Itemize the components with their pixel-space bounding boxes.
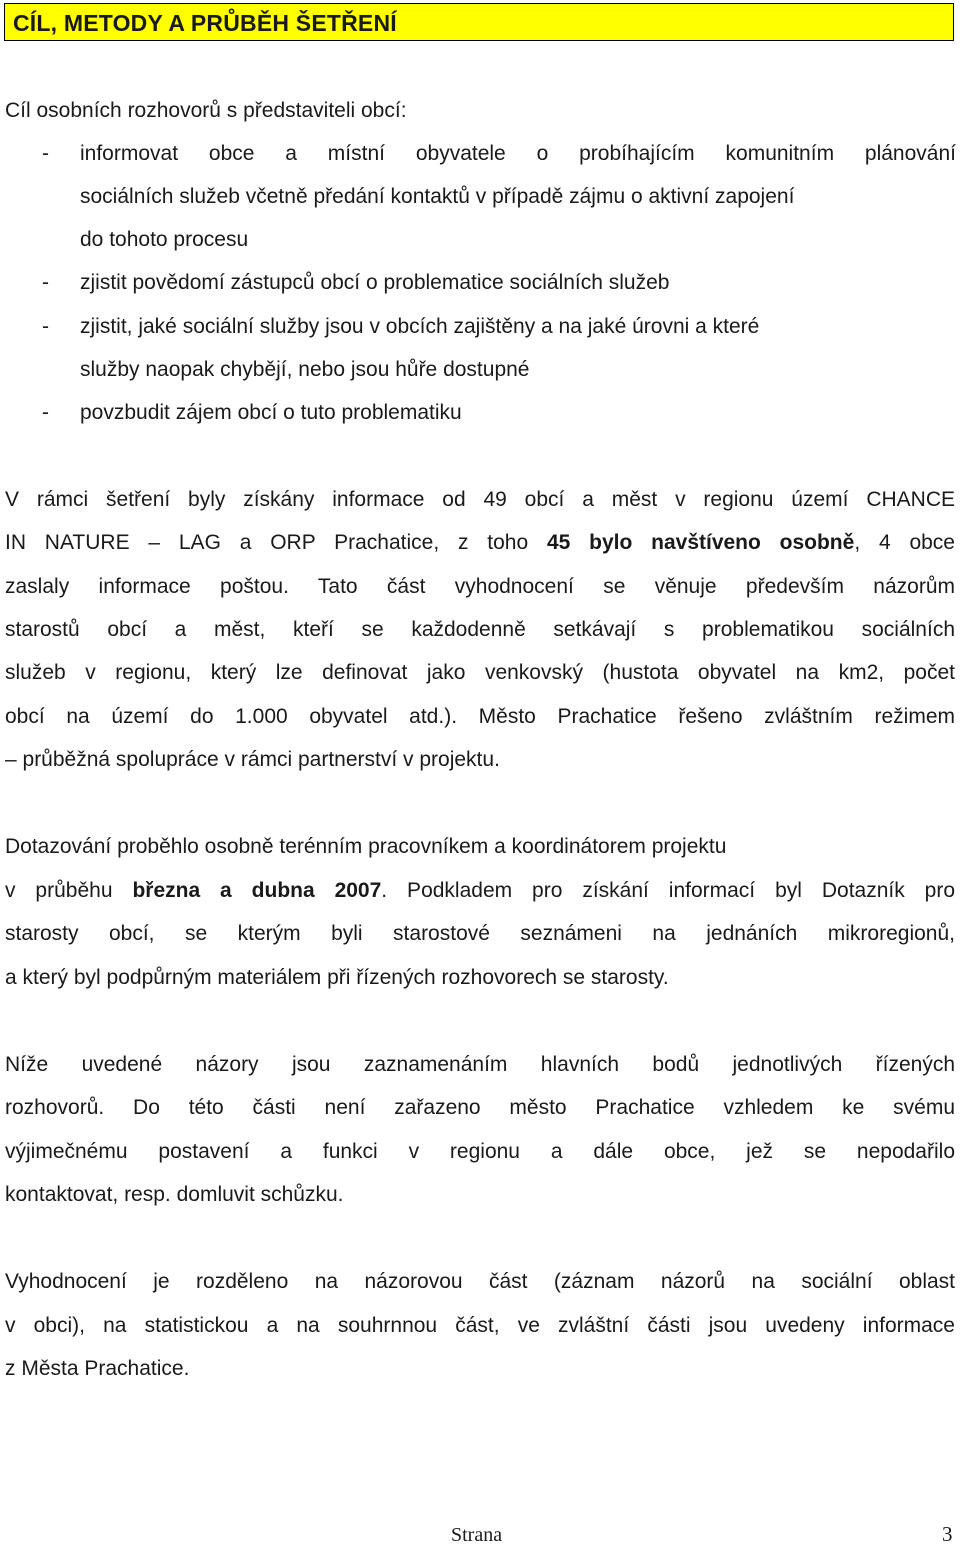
p2-line-3: starosty obcí, se kterým byli starostové seznámeni na jednáních mikroregionů, — [5, 922, 955, 945]
intro-text: Cíl osobních rozhovorů s představiteli obcí: — [5, 99, 407, 122]
footer-page-number: 3 — [942, 1522, 953, 1546]
bullet-3-line-2: služby naopak chybějí, nebo jsou hůře dostupné — [80, 358, 530, 381]
p1-line-7: – průběžná spolupráce v rámci partnerství v projektu. — [5, 748, 500, 771]
bullet-1-line-2: sociálních služeb včetně předání kontaktů v případě zájmu o aktivní zapojení — [80, 185, 795, 208]
p4-line-3: z Města Prachatice. — [5, 1357, 190, 1380]
bullet-2-line-1: zjistit povědomí zástupců obcí o problematice sociálních služeb — [80, 271, 670, 294]
section-heading-box — [4, 3, 954, 41]
p1-line-5: služeb v regionu, který lze definovat jako venkovský (hustota obyvatel na km2, počet — [5, 661, 955, 684]
p4-line-1: Vyhodnocení je rozděleno na názorovou část (záznam názorů na sociální oblast — [5, 1270, 955, 1293]
p2-line-2 — [5, 879, 955, 903]
p1-line-2 — [5, 531, 955, 555]
p2-line-2-text-c: . Podkladem pro získání informací byl Dotazník pro — [381, 879, 955, 902]
p3-line-3: výjimečnému postavení a funkci v regionu a dále obce, jež se nepodařilo — [5, 1140, 955, 1163]
bullet-dash: - — [42, 315, 49, 338]
footer-page-label: Strana — [451, 1524, 503, 1546]
p2-line-1: Dotazování proběhlo osobně terénním pracovníkem a koordinátorem projektu — [5, 835, 727, 858]
bullet-3-line-1: zjistit, jaké sociální služby jsou v obcích zajištěny a na jaké úrovni a které — [80, 315, 760, 338]
p3-line-2: rozhovorů. Do této části není zařazeno město Prachatice vzhledem ke svému — [5, 1096, 955, 1119]
p2-line-2-bold: března a dubna 2007 — [132, 879, 382, 902]
p3-line-4: kontaktovat, resp. domluvit schůzku. — [5, 1183, 344, 1206]
p2-line-2-text-a: v průběhu — [5, 879, 133, 902]
p2-line-4: a který byl podpůrným materiálem při řízených rozhovorech se starosty. — [5, 966, 669, 989]
bullet-1-line-3: do tohoto procesu — [80, 228, 249, 251]
bullet-1-line-1 — [80, 142, 956, 166]
bullet-dash: - — [42, 271, 49, 294]
bullet-1-line-1-text: informovat obce a místní obyvatele o probíhajícím komunitním plánování — [80, 142, 956, 165]
p1-line-4: starostů obcí a měst, kteří se každodenně setkávají s problematikou sociálních — [5, 618, 955, 641]
bullet-dash: - — [42, 401, 49, 424]
p1-line-2-text-c: , 4 obce — [854, 531, 955, 554]
p1-line-3: zaslaly informace poštou. Tato část vyhodnocení se věnuje především názorům — [5, 575, 955, 598]
section-heading: CÍL, METODY A PRŮBĚH ŠETŘENÍ — [13, 10, 397, 36]
p3-line-1: Níže uvedené názory jsou zaznamenáním hlavních bodů jednotlivých řízených — [5, 1053, 955, 1076]
p4-line-2: v obci), na statistickou a na souhrnnou část, ve zvláštní části jsou uvedeny informace — [5, 1314, 955, 1337]
p1-line-2-bold: 45 bylo navštíveno osobně — [546, 531, 855, 554]
p1-line-2-text-a: IN NATURE – LAG a ORP Prachatice, z toho — [5, 531, 547, 554]
bullet-dash: - — [42, 142, 49, 165]
p1-line-1: V rámci šetření byly získány informace od 49 obcí a měst v regionu území CHANCE — [5, 488, 955, 511]
bullet-4-line-1: povzbudit zájem obcí o tuto problematiku — [80, 401, 462, 424]
p1-line-6: obcí na území do 1.000 obyvatel atd.). Město Prachatice řešeno zvláštním režimem — [5, 705, 955, 728]
